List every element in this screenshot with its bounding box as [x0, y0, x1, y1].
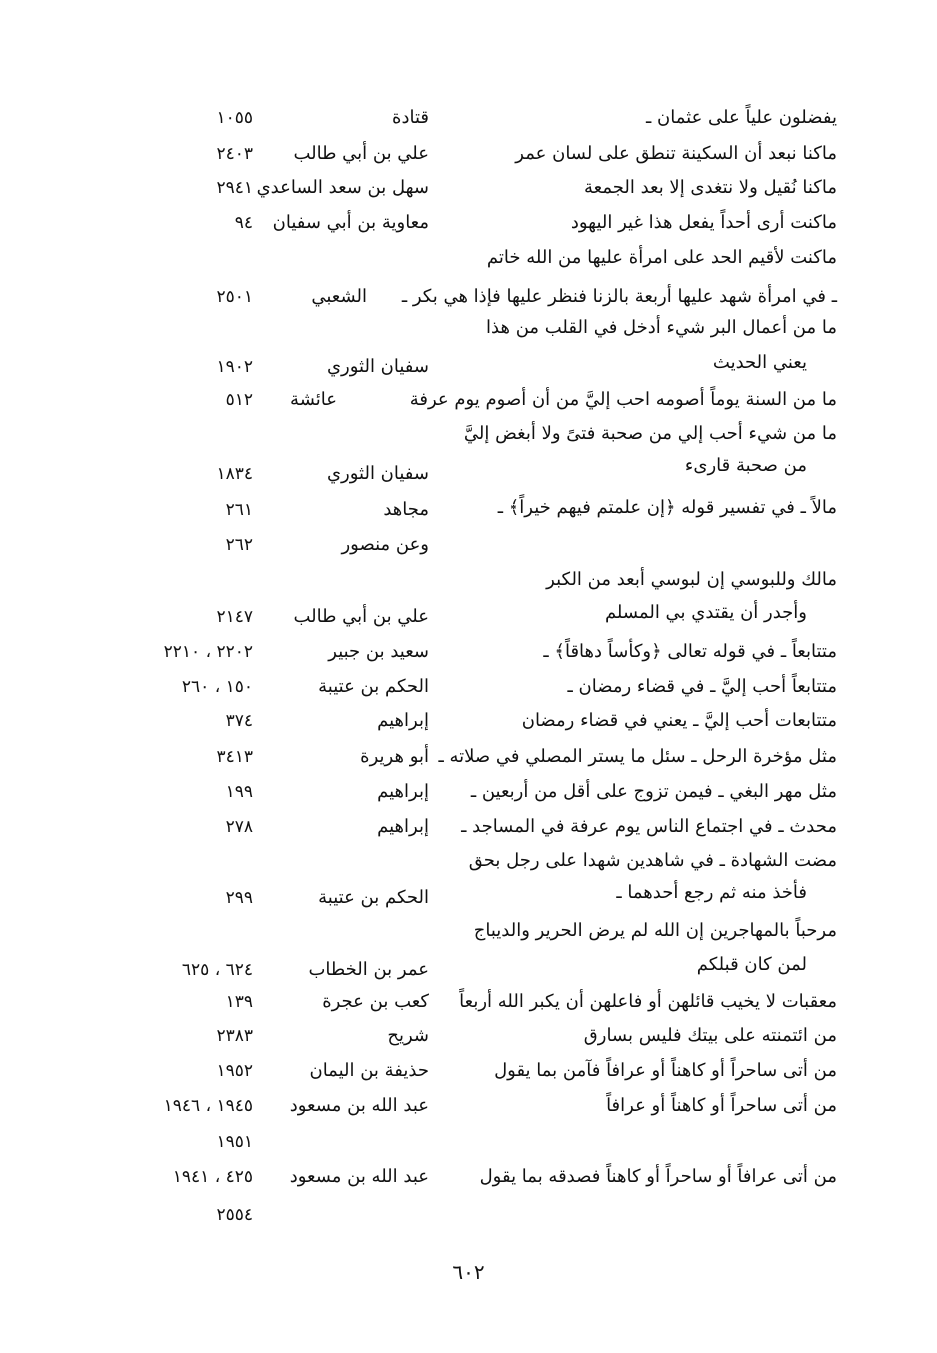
entry-reference: ٦٢٤ ، ٦٢٥ — [181, 960, 253, 980]
entry-narrator: قتادة — [392, 107, 429, 128]
entry-narrator: معاوية بن أبي سفيان — [272, 212, 429, 233]
entry-narrator: سفيان الثوري — [326, 356, 429, 377]
entry-text: متتابعاً ـ في قوله تعالى ﴿وكأساً دهاقاً﴾ ـ — [543, 641, 837, 662]
entry-text: ـ في امرأة شهد عليها أربعة بالزنا فنظر عليها فإذا هي بكر ـ — [401, 286, 837, 307]
entry-text: محدث ـ في اجتماع الناس يوم عرفة في المساجد ـ — [461, 816, 837, 837]
entry-reference: ٢٤٠٣ — [216, 144, 253, 164]
entry-reference: ٢٦٢ — [225, 535, 253, 555]
entry-reference: ٢٧٨ — [225, 817, 253, 837]
entry-text: مثل مهر البغي ـ فيمن تزوج على أقل من أربعين ـ — [470, 781, 837, 802]
entry-text: مضت الشهادة ـ في شاهدين شهدا على رجل بحق — [468, 850, 837, 871]
entry-text: ماكنا نُقيل ولا نتغدى إلا بعد الجمعة — [584, 177, 837, 198]
entry-text: من أتى ساحراً أو كاهناً أو عرافاً فآمن بما يقول — [494, 1060, 837, 1081]
entry-text: من أتى ساحراً أو كاهناً أو عرافاً — [606, 1095, 837, 1116]
entry-reference: ٣٧٤ — [225, 711, 253, 731]
entry-reference: ١٩٥١ — [216, 1132, 253, 1152]
entry-text: ما من أعمال البر شيء أدخل في القلب من هذا — [486, 317, 837, 338]
entry-reference: ١٨٣٤ — [216, 464, 253, 484]
entry-reference: ٢٣٨٣ — [216, 1026, 253, 1046]
entry-text: من أتى عرافاً أو ساحراً أو كاهناً فصدقه بما يقول — [479, 1166, 837, 1187]
entry-reference: ١٩٤٥ ، ١٩٤٦ — [163, 1096, 253, 1116]
entry-narrator: إبراهيم — [377, 781, 429, 802]
entry-reference: ١٥٠ ، ٢٦٠ — [181, 677, 253, 697]
entry-text: ما من السنة يوماً أصومه احب إليَّ من أن أصوم يوم عرفة — [409, 389, 837, 410]
entry-reference: ١٠٥٥ — [216, 108, 253, 128]
entry-narrator: عبد الله بن مسعود — [289, 1095, 429, 1116]
entry-text: ما من شيء أحب إلي من صحبة فتىً ولا أبغض إليَّ — [463, 423, 837, 444]
entry-reference: ٢٢٠٢ ، ٢٢١٠ — [163, 642, 253, 662]
entry-narrator: سهل بن سعد الساعدي — [256, 177, 429, 198]
entry-reference: ٢٩٩ — [225, 888, 253, 908]
entry-reference: ٢٥٠١ — [216, 287, 253, 307]
entry-reference: ٢٦١ — [225, 500, 253, 520]
entry-text: مرحباً بالمهاجرين إن الله لم يرض الحرير والديباج — [473, 920, 837, 941]
entry-narrator: علي بن أبي طالب — [293, 606, 429, 627]
entry-text: مالاً ـ في تفسير قوله ﴿إن علمتم فيهم خيراً﴾ ـ — [497, 497, 837, 518]
entry-narrator: الحكم بن عتيبة — [318, 676, 429, 697]
entry-reference: ٢٩٤١ — [216, 178, 253, 198]
entry-narrator: عائشة — [290, 389, 337, 410]
entry-text: من ائتمنته على بيتك فليس بسارق — [583, 1025, 837, 1046]
entry-narrator: عبد الله بن مسعود — [289, 1166, 429, 1187]
entry-narrator: إبراهيم — [377, 816, 429, 837]
entry-text: متتابعاً أحب إليَّ ـ في قضاء رمضان ـ — [567, 676, 837, 697]
entry-text: من صحبة قارىء — [684, 455, 807, 476]
entry-text: لمن كان قبلكم — [696, 954, 807, 975]
entry-reference: ٤٢٥ ، ١٩٤١ — [172, 1167, 253, 1187]
entry-narrator: كعب بن عجرة — [322, 991, 429, 1012]
entry-reference: ٢١٤٧ — [216, 607, 253, 627]
page-number: ٦٠٢ — [452, 1260, 485, 1284]
entry-narrator: شريح — [387, 1025, 429, 1046]
entry-reference: ٥١٢ — [225, 390, 253, 410]
entry-reference: ١٩٩ — [225, 782, 253, 802]
entry-text: ماكنا نبعد أن السكينة تنطق على لسان عمر — [515, 143, 837, 164]
entry-narrator: أبو هريرة — [360, 746, 429, 767]
entry-reference: ٩٤ — [234, 213, 253, 233]
entry-narrator: وعن منصور — [341, 534, 429, 555]
entry-narrator: الشعبي — [311, 286, 367, 307]
entry-narrator: علي بن أبي طالب — [293, 143, 429, 164]
entry-narrator: مجاهد — [383, 499, 429, 520]
entry-reference: ٢٥٥٤ — [216, 1205, 253, 1225]
entry-reference: ٣٤١٣ — [216, 747, 253, 767]
entry-narrator: عمر بن الخطاب — [308, 959, 429, 980]
entry-reference: ١٩٠٢ — [216, 357, 253, 377]
entry-text: مثل مؤخرة الرحل ـ سئل ما يستر المصلي في صلاته ـ — [438, 746, 837, 767]
entry-text: وأجدر أن يقتدي بي المسلم — [604, 602, 807, 623]
entry-text: فأخذ منه ثم رجع أحدهما ـ — [616, 882, 807, 903]
entry-narrator: إبراهيم — [377, 710, 429, 731]
entry-reference: ١٩٥٢ — [216, 1061, 253, 1081]
entry-text: متتابعات أحب إليَّ ـ يعني في قضاء رمضان — [521, 710, 837, 731]
entry-text: يعني الحديث — [712, 352, 807, 373]
entry-text: ماكنت لأقيم الحد على امرأة عليها من الله خاتم — [486, 247, 837, 268]
entry-text: معقبات لا يخيب قائلهن أو فاعلهن أن يكبر الله أربعاً — [459, 991, 837, 1012]
entry-narrator: سعيد بن جبير — [328, 641, 429, 662]
entry-text: يفضلون علياً على عثمان ـ — [646, 107, 837, 128]
entry-narrator: الحكم بن عتيبة — [318, 887, 429, 908]
entry-text: ماكنت أرى أحداً يفعل هذا غير اليهود — [570, 212, 837, 233]
entry-reference: ١٣٩ — [225, 992, 253, 1012]
entry-narrator: حذيفة بن اليمان — [309, 1060, 429, 1081]
entry-narrator: سفيان الثوري — [326, 463, 429, 484]
entry-text: مالك وللبوسي إن لبوسي أبعد من الكبر — [546, 569, 837, 590]
